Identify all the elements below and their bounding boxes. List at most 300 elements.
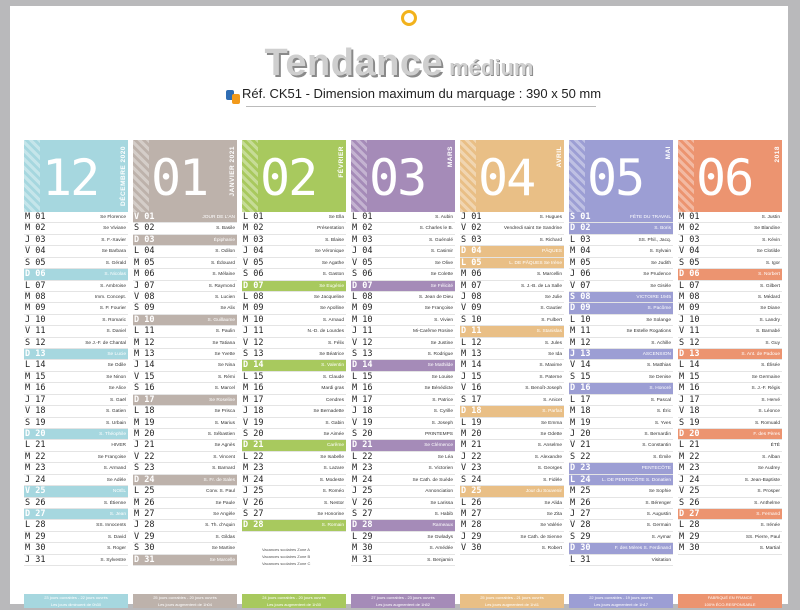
day-row xyxy=(242,406,346,417)
day-label: D 27 xyxy=(679,508,700,519)
day-label: J 15 xyxy=(461,371,482,382)
day-label: M 26 xyxy=(570,497,591,508)
saint-name: Se Judith xyxy=(650,260,671,266)
saint-name: Se Germaine xyxy=(751,374,780,380)
day-row xyxy=(569,246,673,257)
day-label: V 08 xyxy=(134,291,155,302)
day-row xyxy=(242,349,346,360)
saint-name: ASCENSION xyxy=(642,352,671,358)
day-list xyxy=(351,212,455,566)
day-label: M 23 xyxy=(679,463,700,474)
day-row xyxy=(24,452,128,463)
day-row xyxy=(24,486,128,497)
day-label: S 24 xyxy=(461,474,482,485)
month-header-pattern xyxy=(242,140,258,212)
saint-name: S. Stanislas xyxy=(536,329,562,335)
saint-name: S. Gabin xyxy=(325,420,344,426)
day-row xyxy=(460,418,564,429)
day-row xyxy=(460,440,564,451)
day-row xyxy=(24,235,128,246)
saint-name: S. Maxime xyxy=(539,363,562,369)
day-row xyxy=(460,269,564,280)
saint-name: S. Marcellin xyxy=(536,272,562,278)
day-row xyxy=(351,326,455,337)
saint-name: S. Boris xyxy=(654,226,671,232)
day-row xyxy=(569,418,673,429)
day-row xyxy=(242,292,346,303)
day-label: J 27 xyxy=(570,508,591,519)
day-row xyxy=(133,258,237,269)
day-label: M 05 xyxy=(570,257,591,268)
day-row xyxy=(678,383,782,394)
day-row xyxy=(351,543,455,554)
day-row xyxy=(569,258,673,269)
day-row xyxy=(133,235,237,246)
saint-name: S. Joseph xyxy=(431,420,453,426)
saint-name: S. Marius xyxy=(214,420,235,426)
saint-name: S. Igor xyxy=(765,260,780,266)
day-row xyxy=(460,429,564,440)
footer-note: 22 jours ouvrables - 19 jours ouvrés xyxy=(589,595,653,600)
day-label: L 25 xyxy=(134,486,155,497)
day-label: M 30 xyxy=(352,543,373,554)
day-row xyxy=(569,303,673,314)
saint-name: S. Basile xyxy=(216,226,235,232)
day-label: M 08 xyxy=(25,291,46,302)
saint-name: SS. Innocents xyxy=(96,523,126,529)
saint-name: S. Médard xyxy=(757,294,780,300)
day-row xyxy=(460,292,564,303)
saint-name: S. Alban xyxy=(762,454,780,460)
day-label: S 20 xyxy=(243,429,264,440)
saint-name: Se Odette xyxy=(540,432,562,438)
day-label: S 19 xyxy=(679,417,700,428)
day-label: S 26 xyxy=(25,497,46,508)
day-row xyxy=(242,281,346,292)
saint-name: FÊTE DU TRAVAIL xyxy=(629,215,671,220)
saint-name: ÉTÉ xyxy=(770,443,780,449)
saint-name: Se Viviane xyxy=(103,226,126,232)
day-row xyxy=(351,452,455,463)
saint-name: Se Bénédicte xyxy=(424,386,453,392)
saint-name: Se Barbara xyxy=(101,249,126,255)
saint-name: Se Valérie xyxy=(540,523,562,529)
day-row xyxy=(351,269,455,280)
day-label: J 20 xyxy=(570,429,591,440)
saint-name: SS. Phil., Jacq. xyxy=(638,237,671,243)
title-main: Tendance xyxy=(264,42,444,84)
day-label: D 14 xyxy=(352,360,373,371)
saint-name: Se Louise xyxy=(431,374,453,380)
day-label: M 28 xyxy=(461,520,482,531)
legend-item: Vacances scolaires Zone C xyxy=(262,561,311,566)
day-label: J 21 xyxy=(134,440,155,451)
day-row xyxy=(24,509,128,520)
saint-name: S. Fulbert xyxy=(541,317,562,323)
saint-name: S. Armand xyxy=(103,466,126,472)
day-row xyxy=(24,292,128,303)
day-row xyxy=(133,498,237,509)
day-row xyxy=(133,212,237,223)
day-label: L 28 xyxy=(25,520,46,531)
day-row xyxy=(242,338,346,349)
day-row xyxy=(569,555,673,566)
saint-name: Se Martine xyxy=(211,546,235,552)
saint-name: Se Agathe xyxy=(321,260,344,266)
saint-name: S. Martial xyxy=(759,546,780,552)
day-label: L 08 xyxy=(243,291,264,302)
day-row xyxy=(351,360,455,371)
saint-name: Se Paule xyxy=(215,500,235,506)
day-label: V 19 xyxy=(352,417,373,428)
day-label: M 26 xyxy=(134,497,155,508)
day-row xyxy=(569,429,673,440)
saint-name: L. DE PÂQUES Se Irène xyxy=(509,260,562,266)
day-row xyxy=(351,235,455,246)
day-label: J 25 xyxy=(243,486,264,497)
day-row xyxy=(460,315,564,326)
day-label: J 17 xyxy=(25,394,46,405)
saint-name: Rameaux xyxy=(432,523,453,529)
saint-name: S. Roméo xyxy=(322,489,344,495)
saint-name: S. Achille xyxy=(651,340,671,346)
month-header xyxy=(460,140,564,212)
saint-name: S. Gatien xyxy=(106,409,126,415)
saint-name: Se Bernadette xyxy=(313,409,344,415)
day-label: S 10 xyxy=(461,314,482,325)
day-row xyxy=(351,418,455,429)
saint-name: S. Gilbert xyxy=(760,283,780,289)
day-label: V 04 xyxy=(25,246,46,257)
day-row xyxy=(351,383,455,394)
day-label: J 10 xyxy=(679,314,700,325)
day-label: D 21 xyxy=(243,440,264,451)
day-label: S 17 xyxy=(461,394,482,405)
day-label: M 15 xyxy=(679,371,700,382)
day-label: D 25 xyxy=(461,486,482,497)
saint-name: Se Ella xyxy=(328,215,344,220)
day-list xyxy=(242,212,346,532)
day-row xyxy=(569,520,673,531)
day-label: M 16 xyxy=(243,383,264,394)
footer-note: Les jours augmentent de 1h17 xyxy=(593,602,649,607)
day-label: L 18 xyxy=(134,406,155,417)
day-row xyxy=(460,281,564,292)
day-label: V 07 xyxy=(570,280,591,291)
day-label: M 16 xyxy=(679,383,700,394)
day-row xyxy=(351,555,455,566)
day-label: M 09 xyxy=(679,303,700,314)
saint-name: S. Georges xyxy=(537,466,562,472)
day-label: J 24 xyxy=(679,474,700,485)
day-label: D 13 xyxy=(679,349,700,360)
day-row xyxy=(460,486,564,497)
day-row xyxy=(678,223,782,234)
day-label: M 01 xyxy=(679,212,700,222)
saint-name: S. Valentin xyxy=(321,363,344,369)
day-row xyxy=(351,440,455,451)
saint-name: S. Alexandre xyxy=(534,454,562,460)
saint-name: Se Denise xyxy=(648,374,671,380)
saint-name: Se Julie xyxy=(544,294,562,300)
saint-name: Se Ida xyxy=(548,352,562,358)
day-row xyxy=(133,543,237,554)
day-row xyxy=(24,326,128,337)
day-row xyxy=(460,395,564,406)
saint-name: S. Roger xyxy=(107,546,126,552)
saint-name: Se Béatrice xyxy=(319,352,344,358)
day-label: L 26 xyxy=(461,497,482,508)
day-label: D 06 xyxy=(25,269,46,280)
hanging-ring-icon xyxy=(401,10,417,26)
day-label: L 15 xyxy=(243,371,264,382)
day-label: L 28 xyxy=(679,520,700,531)
saint-name: S. Nestor xyxy=(324,500,344,506)
day-row xyxy=(351,303,455,314)
day-label: M 13 xyxy=(461,349,482,360)
day-label: J 06 xyxy=(570,269,591,280)
day-label: L 07 xyxy=(679,280,700,291)
saint-name: S. Honoré xyxy=(649,386,671,392)
month-number: 06 xyxy=(696,149,753,207)
day-row xyxy=(569,338,673,349)
month-column-may xyxy=(569,140,673,608)
day-label: V 04 xyxy=(679,246,700,257)
day-label: M 24 xyxy=(352,474,373,485)
day-label: S 01 xyxy=(570,212,591,222)
month-header-pattern xyxy=(24,140,40,212)
saint-name: S. Blaise xyxy=(325,237,344,243)
saint-name: S. Charles le B. xyxy=(419,226,453,232)
day-row xyxy=(460,258,564,269)
day-row xyxy=(351,349,455,360)
footer-note: 25 jours ouvrables - 21 jours ouvrés xyxy=(480,595,544,600)
day-row xyxy=(24,395,128,406)
saint-name: Se Colette xyxy=(430,272,453,278)
saint-name: S. Gautier xyxy=(540,306,562,312)
day-list xyxy=(569,212,673,566)
day-row xyxy=(569,223,673,234)
saint-name: S. Rodrigue xyxy=(427,352,453,358)
month-name: 2018 xyxy=(774,146,781,163)
day-label: V 22 xyxy=(134,451,155,462)
saint-name: S. P. Fourier xyxy=(99,306,126,312)
saint-name: S. Romuald xyxy=(754,420,780,426)
saint-name: Se Aimée xyxy=(323,432,344,438)
footer-note: Les jours augmentent de 1h30 xyxy=(266,602,322,607)
saint-name: S. Pacôme xyxy=(647,306,671,312)
day-row xyxy=(24,223,128,234)
month-header-pattern xyxy=(678,140,694,212)
title-sub: médium xyxy=(449,55,534,80)
day-label: V 26 xyxy=(243,497,264,508)
day-label: L 14 xyxy=(25,360,46,371)
day-label: S 27 xyxy=(243,508,264,519)
saint-name: S. Félix xyxy=(328,340,344,346)
month-footer xyxy=(242,594,346,608)
day-row xyxy=(678,406,782,417)
saint-name: S. Irénée xyxy=(760,523,780,529)
day-label: M 16 xyxy=(352,383,373,394)
day-row xyxy=(678,303,782,314)
month-header xyxy=(242,140,346,212)
day-label: S 26 xyxy=(679,497,700,508)
day-label: J 17 xyxy=(679,394,700,405)
day-row xyxy=(569,212,673,223)
day-label: M 02 xyxy=(243,223,264,234)
saint-name: S. Barnabé xyxy=(755,329,780,335)
saint-name: S. Arnaud xyxy=(322,317,344,323)
day-row xyxy=(569,486,673,497)
day-label: D 06 xyxy=(679,269,700,280)
day-label: M 02 xyxy=(25,223,46,234)
day-label: D 04 xyxy=(461,246,482,257)
day-label: M 21 xyxy=(461,440,482,451)
day-row xyxy=(242,235,346,246)
saint-name: NOËL xyxy=(112,489,126,495)
day-row xyxy=(24,383,128,394)
saint-name: S. Élisée xyxy=(761,363,780,369)
saint-name: Se Zita xyxy=(546,511,562,517)
saint-name: Se Véronique xyxy=(314,249,344,255)
saint-name: Épiphanie xyxy=(213,237,235,243)
day-label: M 27 xyxy=(461,508,482,519)
day-label: V 12 xyxy=(352,337,373,348)
day-row xyxy=(133,395,237,406)
day-label: S 20 xyxy=(352,429,373,440)
day-row xyxy=(569,475,673,486)
day-row xyxy=(460,349,564,360)
day-label: M 19 xyxy=(570,417,591,428)
day-row xyxy=(569,349,673,360)
day-label: S 05 xyxy=(679,257,700,268)
month-footer xyxy=(569,594,673,608)
saint-name: S. Raymond xyxy=(208,283,235,289)
day-row xyxy=(133,281,237,292)
saint-name: S. Casimir xyxy=(430,249,453,255)
saint-name: S. Aubin xyxy=(435,215,453,220)
saint-name: Se Audrey xyxy=(757,466,780,472)
saint-name: S. Émile xyxy=(653,454,671,460)
saint-name: S. Matthias xyxy=(647,363,671,369)
day-label: M 29 xyxy=(679,531,700,542)
day-row xyxy=(678,543,782,554)
day-label: L 29 xyxy=(352,531,373,542)
day-label: V 14 xyxy=(570,360,591,371)
day-row xyxy=(133,246,237,257)
saint-name: PENTECÔTE xyxy=(641,466,671,472)
day-row xyxy=(242,418,346,429)
saint-name: S. Vincent xyxy=(213,454,235,460)
day-row xyxy=(242,440,346,451)
saint-name: L. DE PENTECÔTE S. Donatien xyxy=(601,477,671,483)
saint-name: S. Germain xyxy=(646,523,671,529)
saint-name: S. Th. d'Aquin xyxy=(205,523,235,529)
saint-name: Visitation xyxy=(651,557,671,563)
saint-name: S. Gaston xyxy=(322,272,344,278)
day-label: D 07 xyxy=(243,280,264,291)
day-row xyxy=(678,281,782,292)
day-row xyxy=(569,315,673,326)
day-label: M 23 xyxy=(243,463,264,474)
brand-logo-icon xyxy=(226,90,242,106)
month-name: DÉCEMBRE 2020 xyxy=(120,146,127,206)
saint-name: Se Mathilde xyxy=(427,363,453,369)
saint-name: Jour du Souvenir xyxy=(525,489,562,495)
day-row xyxy=(133,326,237,337)
month-name: AVRIL xyxy=(556,146,563,168)
day-row xyxy=(460,338,564,349)
day-row xyxy=(242,212,346,223)
saint-name: JOUR DE L'AN xyxy=(202,215,235,220)
day-row xyxy=(569,509,673,520)
saint-name: S. Paterne xyxy=(539,374,562,380)
saint-name: S. Yves xyxy=(654,420,671,426)
day-list xyxy=(133,212,237,566)
saint-name: Se Blandine xyxy=(754,226,780,232)
saint-name: S. Daniel xyxy=(106,329,126,335)
day-label: D 11 xyxy=(461,326,482,337)
day-row xyxy=(569,326,673,337)
day-label: V 11 xyxy=(25,326,46,337)
day-row xyxy=(242,326,346,337)
day-row xyxy=(242,383,346,394)
day-label: D 30 xyxy=(570,543,591,554)
day-label: J 04 xyxy=(243,246,264,257)
saint-name: Annonciation xyxy=(425,489,453,495)
day-row xyxy=(133,292,237,303)
day-label: M 31 xyxy=(352,554,373,565)
day-label: J 13 xyxy=(570,349,591,360)
saint-name: S. Urbain xyxy=(106,420,126,426)
day-label: D 28 xyxy=(352,520,373,531)
day-label: M 02 xyxy=(679,223,700,234)
saint-name: VICTOIRE 1945 xyxy=(636,294,671,300)
saint-name: S. Pascal xyxy=(650,397,671,403)
saint-name: S. Gildas xyxy=(215,534,235,540)
saint-name: S. Mélaine xyxy=(212,272,235,278)
day-label: S 06 xyxy=(352,269,373,280)
day-label: J 14 xyxy=(134,360,155,371)
saint-name: Se Prudence xyxy=(643,272,671,278)
saint-name: Se Diane xyxy=(760,306,780,312)
saint-name: S. Fidèle xyxy=(543,477,562,483)
day-row xyxy=(24,281,128,292)
day-label: D 31 xyxy=(134,554,155,565)
day-label: M 22 xyxy=(679,451,700,462)
saint-name: F. des Mères S. Ferdinand xyxy=(614,546,671,552)
day-row xyxy=(242,475,346,486)
day-label: L 03 xyxy=(570,234,591,245)
day-label: M 03 xyxy=(243,234,264,245)
month-column-mar xyxy=(351,140,455,608)
day-label: D 16 xyxy=(570,383,591,394)
month-column-jan xyxy=(133,140,237,608)
legend-item: Vacances scolaires Zone A xyxy=(262,547,310,552)
day-row xyxy=(242,463,346,474)
month-number: 01 xyxy=(151,149,208,207)
saint-name: S. Guillaume xyxy=(207,317,235,323)
day-label: D 13 xyxy=(25,349,46,360)
day-label: V 28 xyxy=(570,520,591,531)
day-row xyxy=(678,475,782,486)
saint-name: S. Justin xyxy=(761,215,780,220)
day-label: V 30 xyxy=(461,543,482,554)
footer-note: 100% ÉCO-RESPONSABLE xyxy=(704,602,756,607)
day-row xyxy=(242,486,346,497)
saint-name: Se Estelle Rogations xyxy=(626,329,671,335)
day-label: S 27 xyxy=(352,508,373,519)
